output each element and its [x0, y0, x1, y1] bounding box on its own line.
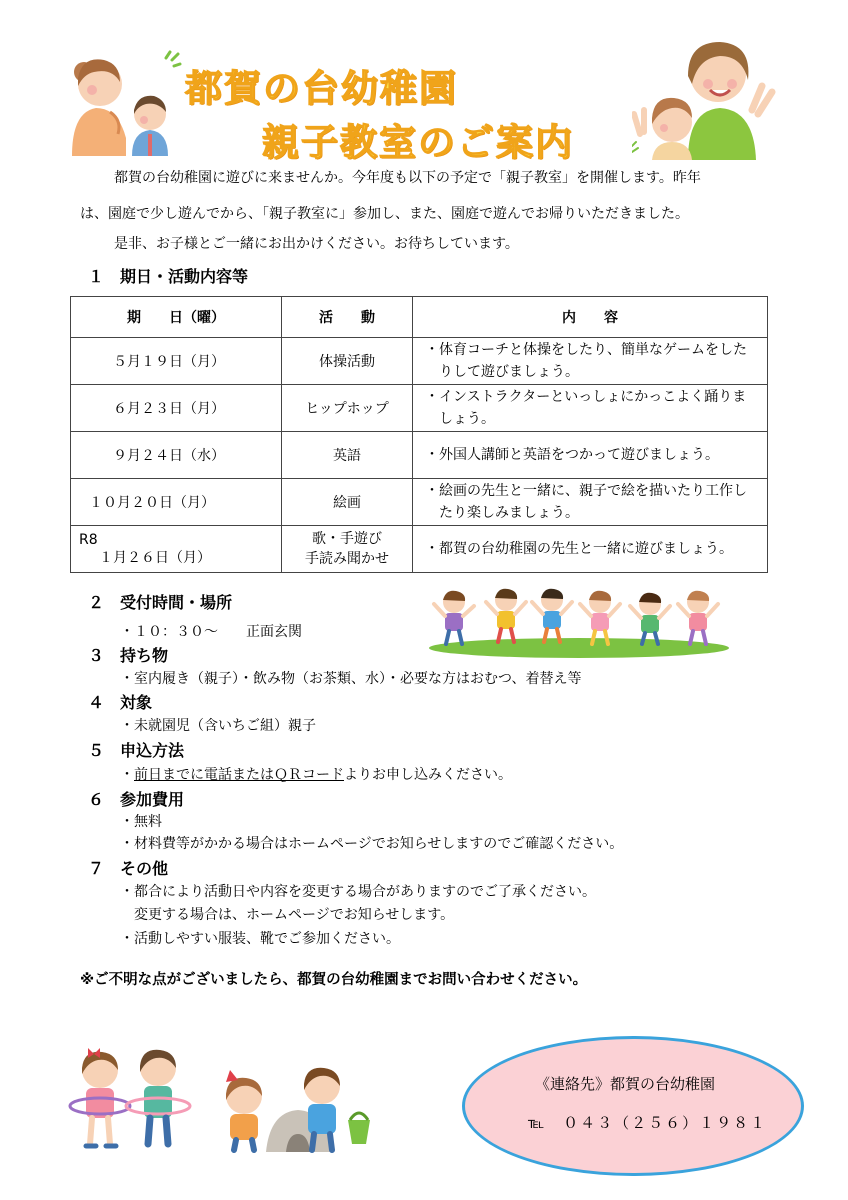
- intro-line-3: 是非、お子様とご一緒にお出かけください。お待ちしています。: [114, 236, 519, 252]
- row-content-cell: [413, 432, 768, 479]
- fee-item-1: ・無料: [120, 814, 162, 830]
- other-item-2: 変更する場合は、ホームページでお知らせします。: [120, 907, 455, 923]
- header-content: 内 容: [413, 297, 768, 338]
- row-activity-cell: [282, 526, 413, 573]
- row-content-cell: [413, 479, 768, 526]
- application-method-underlined: 前日までに電話またはＱＲコード: [134, 767, 344, 783]
- schedule-table: [70, 296, 768, 573]
- row-date-prefix: R8: [79, 532, 98, 548]
- row-activity: ヒップホップ: [282, 385, 413, 432]
- row-content: ・インストラクターといっしょにかっこよく踊りましょう。: [425, 389, 747, 427]
- row-activity: 絵画: [282, 479, 413, 526]
- intro-line-2: は、園庭で少し遊んでから、「親子教室に」参加し、また、園庭で遊んでお帰りいただきました。: [80, 206, 689, 222]
- contact-phone: ℡ ０４３（２５６）１９８１: [528, 1114, 768, 1132]
- table-row: [71, 479, 768, 526]
- header-activity: 活 動: [282, 297, 413, 338]
- row-date-cell: [71, 526, 282, 573]
- row-content: ・都賀の台幼稚園の先生と一緒に遊びましょう。: [425, 541, 733, 557]
- jumping-children-illustration: [428, 586, 730, 658]
- playing-children-illustration: [66, 1040, 378, 1156]
- other-item-1: ・都合により活動日や内容を変更する場合がありますのでご了承ください。: [120, 884, 596, 900]
- belongings-list: ・室内履き（親子）・飲み物（お茶類、水）・必要な方はおむつ、着替え等: [120, 671, 582, 687]
- table-row: [71, 338, 768, 385]
- table-header-row: [71, 297, 768, 338]
- row-content-cell: [413, 526, 768, 573]
- row-activity: 英語: [282, 432, 413, 479]
- reception-time-place: ・１０：３０～ 正面玄関: [120, 624, 302, 640]
- mother-child-illustration: [62, 38, 182, 156]
- title-line-1: 都賀の台幼稚園: [185, 67, 458, 110]
- row-content: ・外国人講師と英語をつかって遊びましょう。: [425, 447, 719, 463]
- row-content: ・体育コーチと体操をしたり、簡単なゲームをしたりして遊びましょう。: [425, 342, 747, 380]
- application-method: [120, 764, 512, 784]
- row-activity-2: 手読み聞かせ: [305, 551, 389, 567]
- row-date: ５月１９日（月）: [71, 338, 282, 385]
- row-activity: 歌・手遊び: [312, 531, 382, 547]
- title-line-2: 親子教室のご案内: [262, 121, 574, 164]
- row-activity: 体操活動: [282, 338, 413, 385]
- section-heading-reception: ２ 受付時間・場所: [88, 593, 233, 612]
- section-heading-fee: ６ 参加費用: [88, 790, 185, 809]
- section-heading-application: ５ 申込方法: [88, 741, 185, 760]
- contact-box: [462, 1036, 804, 1176]
- table-row: [71, 385, 768, 432]
- section-heading-schedule: １ 期日・活動内容等: [88, 267, 249, 286]
- table-row: [71, 526, 768, 573]
- row-content: ・絵画の先生と一緒に、親子で絵を描いたり工作したり楽しみましょう。: [425, 483, 747, 521]
- fee-item-2: ・材料費等がかかる場合はホームページでお知らせしますのでご確認ください。: [120, 836, 624, 852]
- parent-child-peace-illustration: [632, 30, 780, 160]
- inquiry-note: ※ご不明な点がございましたら、都賀の台幼稚園までお問い合わせください。: [80, 972, 588, 988]
- other-item-3: ・活動しやすい服装、靴でご参加ください。: [120, 931, 400, 947]
- row-content-cell: [413, 338, 768, 385]
- section-heading-belongings: ３ 持ち物: [88, 646, 169, 665]
- application-method-rest: よりお申し込みください。: [344, 767, 512, 783]
- header-date: 期 日（曜）: [71, 297, 282, 338]
- contact-name: 《連絡先》都賀の台幼稚園: [535, 1075, 716, 1093]
- row-date: ９月２４日（水）: [71, 432, 282, 479]
- section-heading-target: ４ 対象: [88, 693, 153, 712]
- intro-line-1: 都賀の台幼稚園に遊びに来ませんか。今年度も以下の予定で「親子教室」を開催します。昨年: [114, 170, 701, 186]
- row-content-cell: [413, 385, 768, 432]
- section-heading-other: ７ その他: [88, 859, 169, 878]
- table-row: [71, 432, 768, 479]
- target-audience: ・未就園児（含いちご組）親子: [120, 718, 316, 734]
- application-bullet: ・: [120, 767, 134, 783]
- row-date: １０月２０日（月）: [71, 479, 282, 526]
- row-date: １月２６日（月）: [99, 550, 211, 566]
- row-date: ６月２３日（月）: [71, 385, 282, 432]
